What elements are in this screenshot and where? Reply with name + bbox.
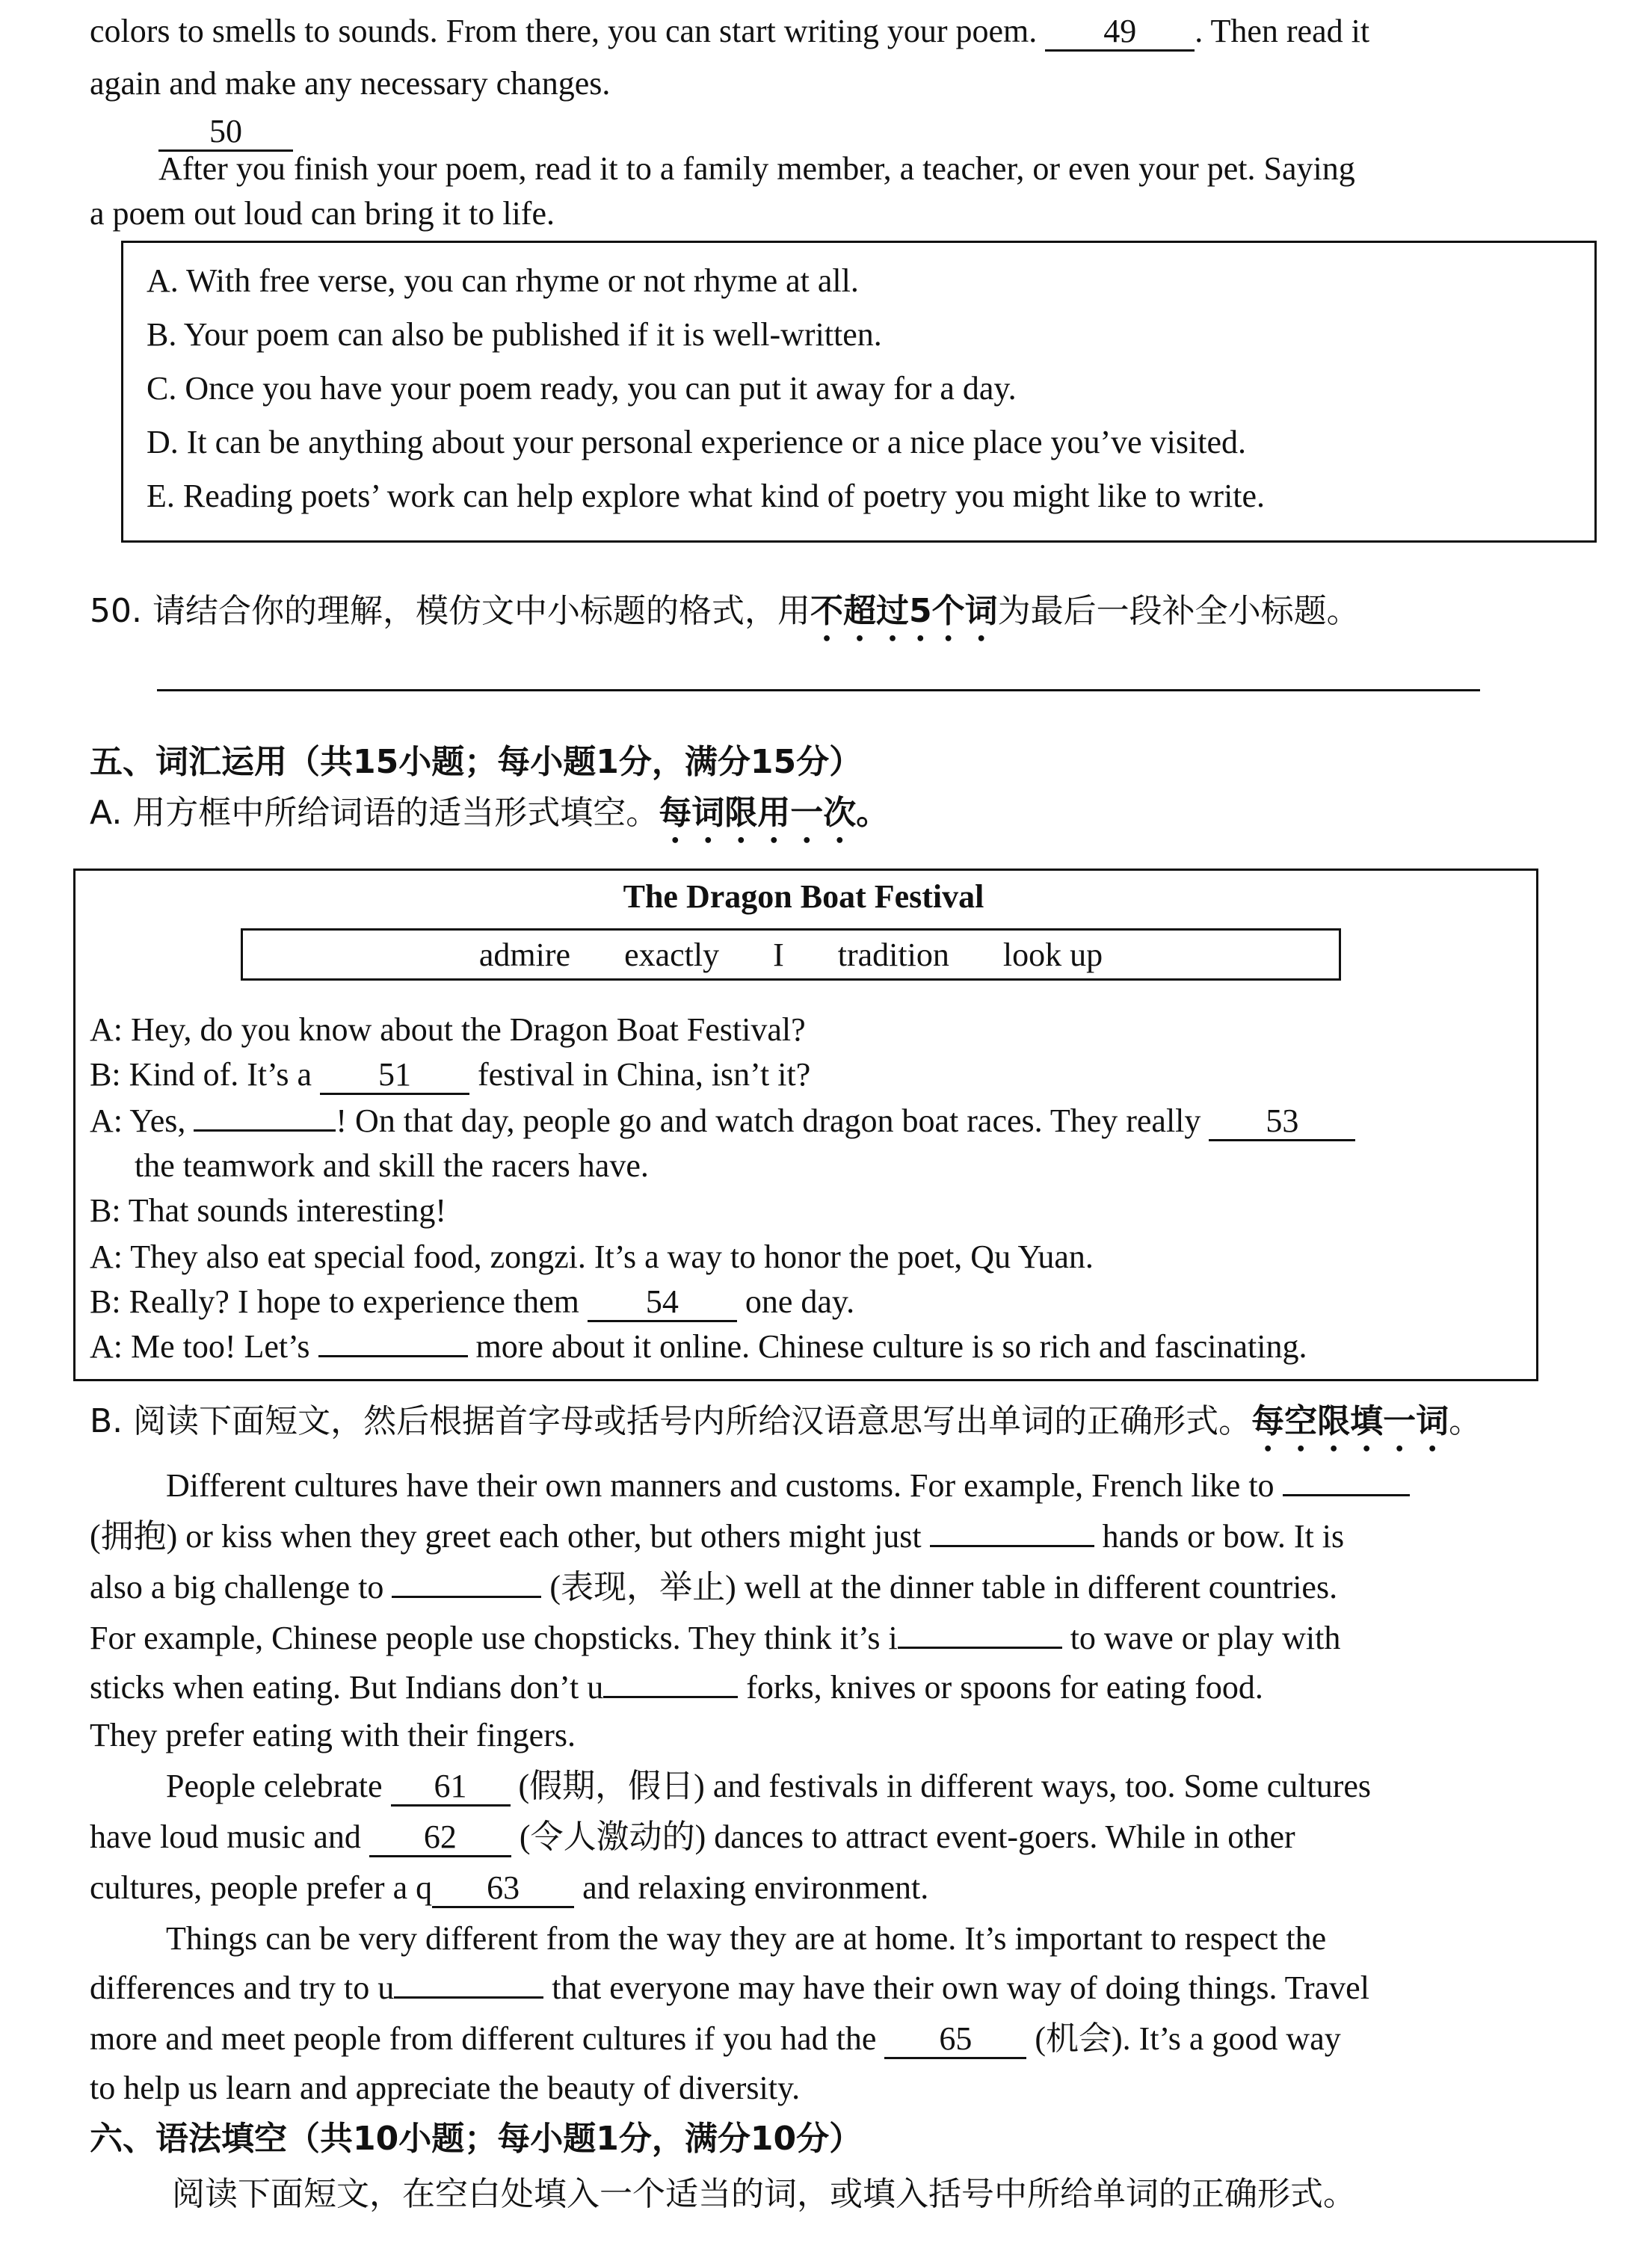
option-e: E. Reading poets’ work can help explore what kind of poetry you might like to write. [147,478,1266,514]
section-5-title: 五、词汇运用（共15小题；每小题1分，满分15分） [90,743,863,781]
dialogue-title: The Dragon Boat Festival [623,878,984,915]
passage-line: Different cultures have their own manners and customs. For example, French like to [166,1465,1410,1507]
section-5a-instructions: A. 用方框中所给词语的适当形式填空。每词限用一次。 [90,794,890,832]
passage-line: differences and try to u that everyone may have their own way of doing things. Travel [90,1969,1369,2006]
blank-53[interactable]: 53 [1209,1103,1355,1141]
passage-line: They prefer eating with their fingers. [90,1717,576,1753]
passage-line: People celebrate 61 (假期，假日) and festivals in different ways, too. Some cultures [166,1765,1371,1807]
section-6-title: 六、语法填空（共10小题；每小题1分，满分10分） [90,2120,863,2158]
passage-line: to help us learn and appreciate the beauty of diversity. [90,2070,801,2106]
word-bank [241,928,1341,981]
dialogue-line: A: They also eat special food, zongzi. It’s a way to honor the poet, Qu Yuan. [90,1238,1094,1275]
word-bank-item: tradition [837,936,949,973]
passage-line: more and meet people from different cultures if you had the 65 (机会). It’s a good way [90,2018,1341,2060]
blank-60[interactable] [603,1696,738,1698]
passage-line: again and make any necessary changes. [90,65,611,102]
passage-line: have loud music and 62 (令人激动的) dances to attract event-goers. While in other [90,1816,1295,1858]
section-6-instructions: 阅读下面短文，在空白处填入一个适当的词，或填入括号中所给单词的正确形式。 [172,2175,1356,2213]
option-d: D. It can be anything about your personal experience or a nice place you’ve visited. [147,424,1246,460]
dialogue-line: A: Hey, do you know about the Dragon Boat Festival? [90,1011,806,1048]
blank-56[interactable] [1283,1494,1410,1496]
blank-61[interactable]: 61 [391,1768,511,1807]
option-a: A. With free verse, you can rhyme or not rhyme at all. [147,262,859,299]
blank-64[interactable] [394,1996,543,1999]
blank-50[interactable]: 50 [158,114,293,152]
passage-line: (拥抱) or kiss when they greet each other, but others might just hands or bow. It is [90,1518,1345,1555]
dialogue-line: A: Yes, ! On that day, people go and watch dragon boat races. They really 53 [90,1100,1355,1142]
option-c: C. Once you have your poem ready, you can put it away for a day. [147,370,1017,407]
blank-49[interactable]: 49 [1045,13,1195,52]
word-bank-item: look up [1002,936,1103,973]
option-b: B. Your poem can also be published if it is well-written. [147,316,882,353]
passage-line: Things can be very different from the way they are at home. It’s important to respect the [166,1920,1327,1957]
blank-63[interactable]: 63 [432,1870,574,1908]
blank-65[interactable]: 65 [884,2021,1026,2059]
dialogue-line: B: Really? I hope to experience them 54 one day. [90,1281,854,1323]
question-50: 50. 请结合你的理解，模仿文中小标题的格式，用不超过5个词为最后一段补全小标题。 [90,592,1360,630]
passage-line: a poem out loud can bring it to life. [90,195,555,232]
blank-55[interactable] [318,1355,468,1357]
section-5b-instructions: B. 阅读下面短文，然后根据首字母或括号内所给汉语意思写出单词的正确形式。每空限填一词。 [90,1402,1482,1440]
blank-57[interactable] [930,1545,1094,1547]
passage-line: sticks when eating. But Indians don’t u forks, knives or spoons for eating food. [90,1669,1263,1706]
dialogue-line: A: Me too! Let’s more about it online. Chinese culture is so rich and fascinating. [90,1328,1307,1365]
dialogue-line: B: Kind of. It’s a 51 festival in China, isn’t it? [90,1054,810,1096]
passage-line: also a big challenge to (表现，举止) well at the dinner table in different countries. [90,1569,1338,1605]
passage-line: For example, Chinese people use chopsticks. They think it’s i to wave or play with [90,1620,1341,1656]
word-bank-item: I [773,936,784,973]
passage-line: After you finish your poem, read it to a family member, a teacher, or even your pet. Saying [158,150,1355,187]
blank-51[interactable]: 51 [320,1057,469,1095]
word-bank-item: admire [478,936,571,973]
passage-line: colors to smells to sounds. From there, you can start writing your poem. 49 . Then read it [90,10,1369,52]
dialogue-line: the teamwork and skill the racers have. [135,1147,649,1184]
blank-52[interactable] [194,1129,336,1132]
dialogue-line: B: That sounds interesting! [90,1192,447,1229]
blank-59[interactable] [898,1647,1062,1649]
blank-50-line [158,111,293,152]
word-bank-item: exactly [624,936,720,973]
passage-line: cultures, people prefer a q 63 and relaxing environment. [90,1867,928,1909]
blank-54[interactable]: 54 [588,1284,737,1322]
blank-58[interactable] [392,1596,541,1598]
answer-line-50[interactable] [157,689,1480,691]
blank-62[interactable]: 62 [369,1819,511,1857]
